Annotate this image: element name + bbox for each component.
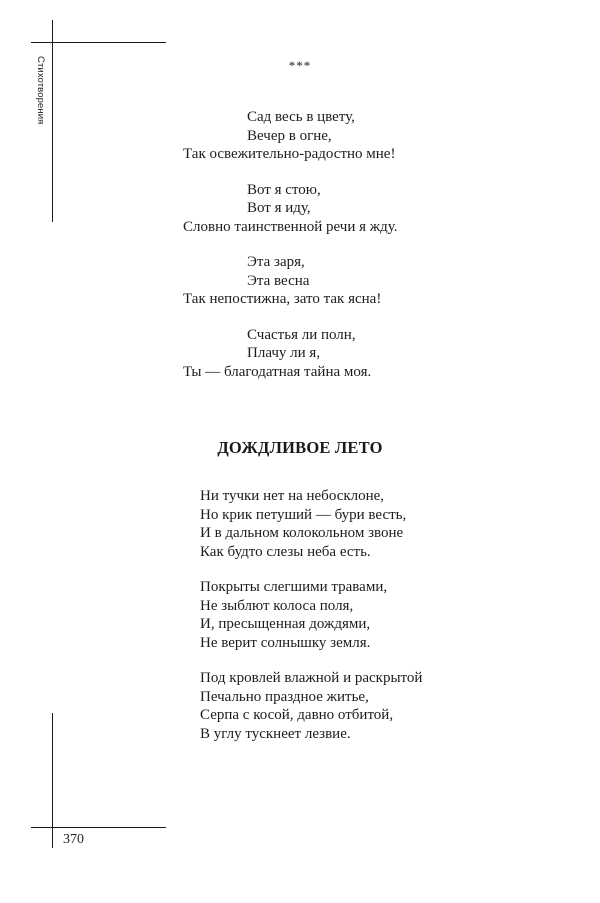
verse-line: Не зыблют колоса поля, xyxy=(200,597,354,614)
stanza xyxy=(183,181,398,237)
poem-2-title: ДОЖДЛИВОЕ ЛЕТО xyxy=(217,438,383,457)
poem-1-asterism-heading: *** xyxy=(288,58,312,73)
verse-line: Словно таинственной речи я жду. xyxy=(183,218,398,235)
verse-line: Вот я иду, xyxy=(247,200,311,216)
verse-line: Вечер в огне, xyxy=(247,127,332,144)
stanza xyxy=(183,108,398,164)
verse-line: Эта весна xyxy=(247,272,310,289)
page-number: 370 xyxy=(63,832,84,847)
stanza xyxy=(183,253,398,309)
verse-line: Как будто слезы неба есть. xyxy=(200,543,371,560)
verse-line: Серпа с косой, давно отбитой, xyxy=(200,707,394,723)
verse-line: В углу тускнеет лезвие. xyxy=(200,725,351,742)
running-head: Стихотворения xyxy=(35,56,46,125)
stanza xyxy=(200,669,422,743)
verse-line: Эта заря, xyxy=(247,254,305,270)
verse-line: Не верит солнышку земля. xyxy=(200,634,371,651)
stanza xyxy=(200,487,422,561)
verse-line: Счастья ли полн, xyxy=(247,326,356,343)
verse-line: Плачу ли я, xyxy=(247,345,321,361)
verse-line: Ты — благодатная тайна моя. xyxy=(183,363,372,380)
verse-line: Ни тучки нет на небосклоне, xyxy=(200,488,385,504)
verse-line: И в дальном колокольном звоне xyxy=(200,525,404,541)
verse-line: Покрыты слегшими травами, xyxy=(200,579,388,595)
verse-line: Так непостижна, зато так ясна! xyxy=(183,291,382,307)
verse-line: Под кровлей влажной и раскрытой xyxy=(200,670,423,686)
poem-2 xyxy=(200,487,422,760)
verse-line: Сад весь в цвету, xyxy=(247,109,355,125)
verse-line: И, пресыщенная дождями, xyxy=(200,616,371,632)
verse-line: Печально праздное житье, xyxy=(200,688,369,705)
verse-line: Вот я стою, xyxy=(247,181,321,198)
verse-line: Но крик петуший — бури весть, xyxy=(200,506,407,523)
poem-1 xyxy=(183,108,398,398)
corner-rule-top-horizontal xyxy=(31,42,166,43)
stanza xyxy=(183,326,398,382)
verse-line: Так освежительно-радостно мне! xyxy=(183,146,396,162)
stanza xyxy=(200,578,422,652)
corner-rule-top-vertical xyxy=(52,20,53,222)
corner-rule-bottom-horizontal xyxy=(31,827,166,828)
